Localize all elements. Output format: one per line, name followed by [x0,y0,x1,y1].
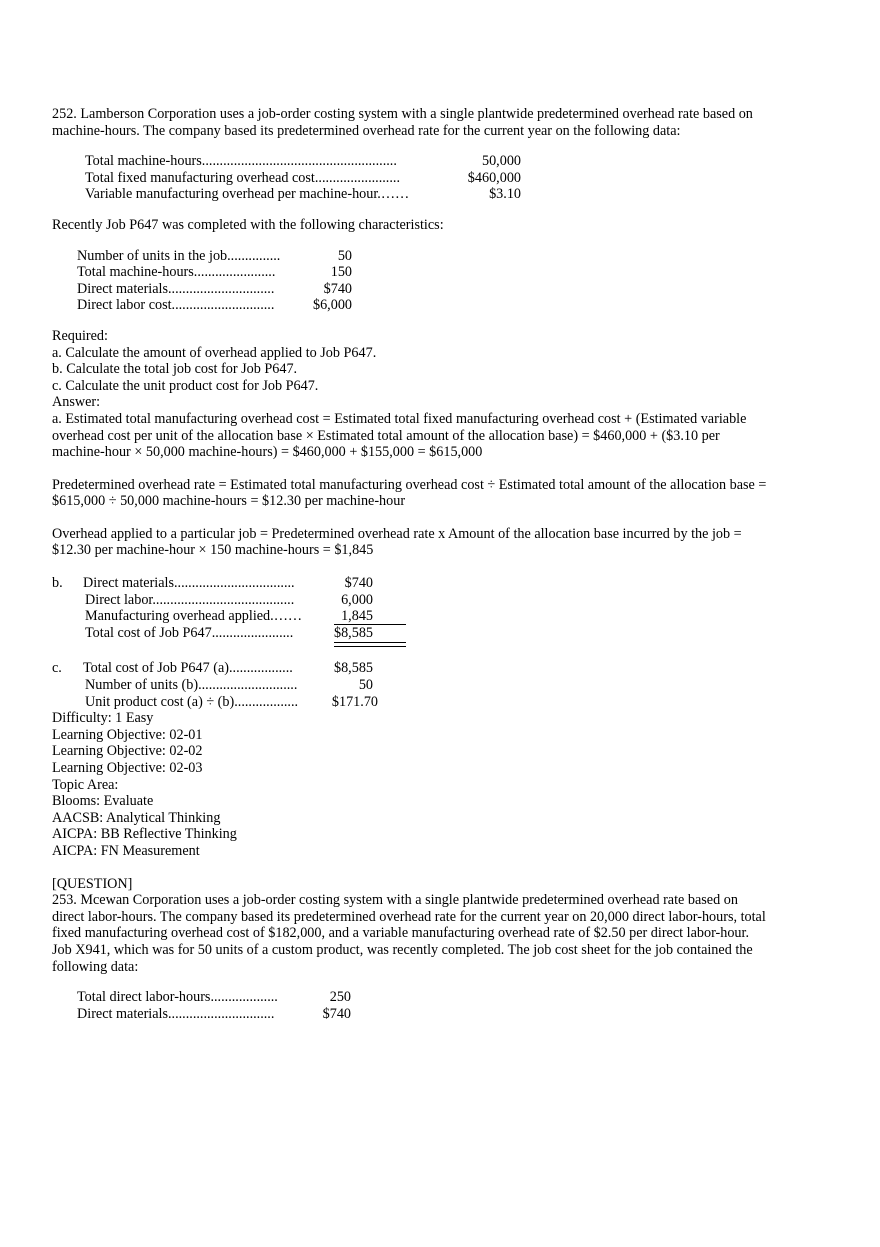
meta-blooms: Blooms: Evaluate [52,793,154,810]
row-label: Total machine-hours....................... [77,264,276,281]
row-value: 150 [330,264,352,281]
row-value: 1,845 [341,608,373,625]
table-row [52,592,772,609]
meta-topic-area: Topic Area: [52,776,119,793]
part-letter: c. [52,660,62,677]
meta-aacsb: AACSB: Analytical Thinking [52,809,221,826]
table-row [77,1006,772,1023]
table-row [52,575,772,592]
table-row [85,153,772,170]
row-label: Direct materials.............................. [77,280,275,297]
meta-learning-objective: Learning Objective: 02-01 [52,726,203,743]
table-row [77,989,772,1006]
table-row [85,170,772,187]
row-value: $460,000 [467,169,521,186]
row-value: $171.70 [331,693,378,710]
row-label: Number of units in the job............... [77,247,281,264]
row-label: Direct materials.............................. [77,1005,275,1022]
meta-learning-objective: Learning Objective: 02-02 [52,743,203,760]
row-label: Unit product cost (a) ÷ (b).................. [85,693,299,710]
row-value: 50 [358,677,373,694]
table-row [77,248,772,265]
answer-b-table [52,575,772,641]
row-label: Total machine-hours....................................................... [85,153,397,170]
answer-a-paragraph-1: a. Estimated total manufacturing overhead cost = Estimated total fixed manufacturing overhead cost + (Estimated variable overhead cost per unit of the allocation base × Estimated total amount of the allocation base) = $460,000 + ($3.10 per machine-hour × 50,000 machine-hours) = $460,000 + $155,000 = $615,000 [52,410,747,461]
required-item: c. Calculate the unit product cost for Job P647. [52,377,319,394]
row-value: $740 [322,1005,351,1022]
document-page [52,106,772,1022]
row-label: Total cost of Job P647 (a).................. [83,660,293,677]
answer-label: Answer: [52,394,101,411]
row-label: Direct labor cost............................. [77,297,275,314]
required-item: b. Calculate the total job cost for Job P647. [52,361,298,378]
row-value: 6,000 [341,591,373,608]
answer-a-paragraph-2: Predetermined overhead rate = Estimated total manufacturing overhead cost ÷ Estimated total amount of the allocation base = $615,000 ÷ 50,000 machine-hours = $12.30 per machine-hour [52,476,767,510]
answer-a-paragraph-3: Overhead applied to a particular job = Predetermined overhead rate x Amount of the allocation base incurred by the job = $12.30 per machine-hour × 150 machine-hours = $1,845 [52,525,742,559]
table-row [77,297,772,314]
table-row [85,186,772,203]
table-row [52,660,772,677]
row-label: Variable manufacturing overhead per machine-hour.…… [85,186,410,203]
table-row [52,625,772,642]
job-data-table [77,248,772,314]
table-row [77,264,772,281]
table-row [52,694,772,711]
row-value: $740 [323,280,352,297]
row-value: $6,000 [312,297,352,314]
answer-c-table [52,660,772,710]
row-label: Total fixed manufacturing overhead cost........................ [85,169,400,186]
table-row [77,281,772,298]
meta-aicpa: AICPA: BB Reflective Thinking [52,826,237,843]
row-value: $3.10 [489,186,521,203]
row-value: 50,000 [481,153,521,170]
question-tag: [QUESTION] [52,875,133,892]
row-value: 50 [337,247,352,264]
question-252-intro: 252. Lamberson Corporation uses a job-order costing system with a single plantwide predetermined overhead rate based on machine-hours. The company based its predetermined overhead rate for the current year on the following data: [52,106,753,139]
budget-data-table [85,153,772,203]
question-253-intro: 253. Mcewan Corporation uses a job-order costing system with a single plantwide predetermined overhead rate based on direct labor-hours. The company based its predetermined overhead rate for the current year on 20,000 direct labor-hours, total fixed manufacturing overhead cost of $182,000, and a variable manufacturing overhead rate of $2.50 per direct labor-hour. Job X941, which was for 50 units of a custom product, was recently completed. The job cost sheet for the job contained the following data: [52,892,766,975]
table-row [52,677,772,694]
row-label: Total direct labor-hours................... [77,989,278,1006]
row-label: Manufacturing overhead applied.…… [85,608,303,625]
row-value: 250 [329,989,351,1006]
row-value: $8,585 [333,624,373,641]
row-value: $740 [344,575,373,592]
total-double-rule [334,642,406,647]
job-intro: Recently Job P647 was completed with the following characteristics: [52,216,444,233]
required-item: a. Calculate the amount of overhead applied to Job P647. [52,344,377,361]
job-x941-table [77,989,772,1022]
row-label: Number of units (b)............................ [85,677,298,694]
row-value: $8,585 [333,660,373,677]
table-row [52,608,772,625]
row-label: Direct labor........................................ [85,591,295,608]
meta-difficulty: Difficulty: 1 Easy [52,710,154,727]
row-label: Total cost of Job P647....................... [85,624,294,641]
meta-learning-objective: Learning Objective: 02-03 [52,760,203,776]
meta-aicpa: AICPA: FN Measurement [52,842,200,859]
row-label: Direct materials.................................. [83,575,295,592]
part-letter: b. [52,575,63,592]
required-label: Required: [52,327,108,344]
